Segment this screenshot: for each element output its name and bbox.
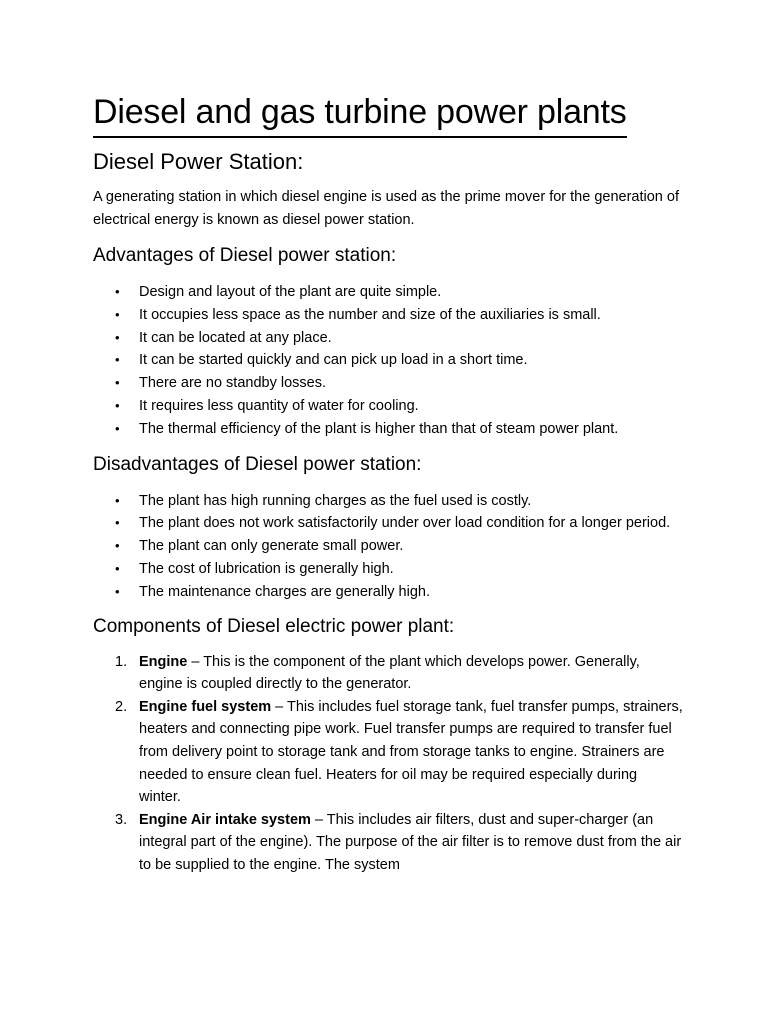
- bullet-icon: •: [115, 560, 120, 576]
- list-item: [93, 327, 683, 350]
- bullet-icon: •: [115, 352, 120, 368]
- bullet-icon: •: [115, 375, 120, 391]
- list-item: [93, 395, 683, 418]
- components-list: [93, 651, 683, 877]
- bullet-icon: •: [115, 515, 120, 531]
- list-item-text: It can be started quickly and can pick up load in a short time.: [139, 352, 528, 369]
- component-term: Engine fuel system: [139, 698, 272, 715]
- component-number: 2.: [115, 698, 128, 715]
- component-description: – This is the component of the plant which develops power. Generally, engine is coupled directly to the generator.: [139, 653, 640, 693]
- document-page: [93, 88, 683, 877]
- bullet-icon: •: [115, 583, 120, 599]
- bullet-icon: •: [115, 538, 120, 554]
- bullet-icon: •: [115, 306, 120, 322]
- section-heading-diesel-power-station: Diesel Power Station:: [93, 149, 304, 174]
- list-item-text: It occupies less space as the number and size of the auxiliaries is small.: [139, 306, 601, 323]
- component-term: Engine Air intake system: [139, 811, 311, 828]
- list-item: [93, 558, 683, 581]
- list-item-text: There are no standby losses.: [139, 375, 326, 392]
- disadvantages-list: [93, 490, 683, 604]
- list-item-text: The plant can only generate small power.: [139, 538, 404, 555]
- list-item-text: The maintenance charges are generally high.: [139, 583, 430, 600]
- component-description: – This includes fuel storage tank, fuel transfer pumps, strainers, heaters and connecting pipe work. Fuel transfer pumps are required to transfer fuel from delivery point to storage tank and from storage tanks to engine. Strainers are needed to ensure clean fuel. Heaters for oil may be required especially during winter.: [139, 698, 683, 806]
- list-item-text: It can be located at any place.: [139, 329, 332, 346]
- list-item-text: The plant does not work satisfactorily under over load condition for a longer period.: [139, 515, 671, 532]
- advantages-heading: Advantages of Diesel power station:: [93, 245, 397, 266]
- list-item-text: The thermal efficiency of the plant is higher than that of steam power plant.: [139, 420, 619, 437]
- component-item: [93, 651, 683, 696]
- list-item: [93, 349, 683, 372]
- component-item: [93, 696, 683, 809]
- components-heading: Components of Diesel electric power plant:: [93, 615, 455, 637]
- bullet-icon: •: [115, 492, 120, 508]
- list-item: [93, 490, 683, 513]
- list-item: [93, 535, 683, 558]
- component-description: – This includes air filters, dust and super-charger (an integral part of the engine). The purpose of the air filter is to remove dust from the air to be supplied to the engine. The system: [139, 811, 682, 873]
- disadvantages-heading: Disadvantages of Diesel power station:: [93, 453, 422, 475]
- list-item: [93, 281, 683, 304]
- intro-paragraph: A generating station in which diesel engine is used as the prime mover for the generation of electrical energy is known as diesel power station.: [93, 189, 679, 228]
- component-term: Engine: [139, 653, 188, 670]
- component-number: 3.: [115, 811, 128, 828]
- advantages-list: [93, 281, 683, 441]
- list-item: [93, 581, 683, 604]
- bullet-icon: •: [115, 420, 120, 436]
- list-item: [93, 304, 683, 327]
- bullet-icon: •: [115, 397, 120, 413]
- list-item-text: It requires less quantity of water for cooling.: [139, 397, 419, 414]
- list-item-text: The plant has high running charges as the fuel used is costly.: [139, 492, 532, 509]
- bullet-icon: •: [115, 329, 120, 345]
- component-number: 1.: [115, 653, 128, 670]
- document-title: Diesel and gas turbine power plants: [93, 88, 627, 138]
- list-item-text: Design and layout of the plant are quite simple.: [139, 284, 442, 300]
- list-item: [93, 418, 683, 441]
- list-item: [93, 512, 683, 535]
- list-item-text: The cost of lubrication is generally high.: [139, 560, 394, 577]
- bullet-icon: •: [115, 284, 120, 299]
- list-item: [93, 372, 683, 395]
- component-item: [93, 809, 683, 877]
